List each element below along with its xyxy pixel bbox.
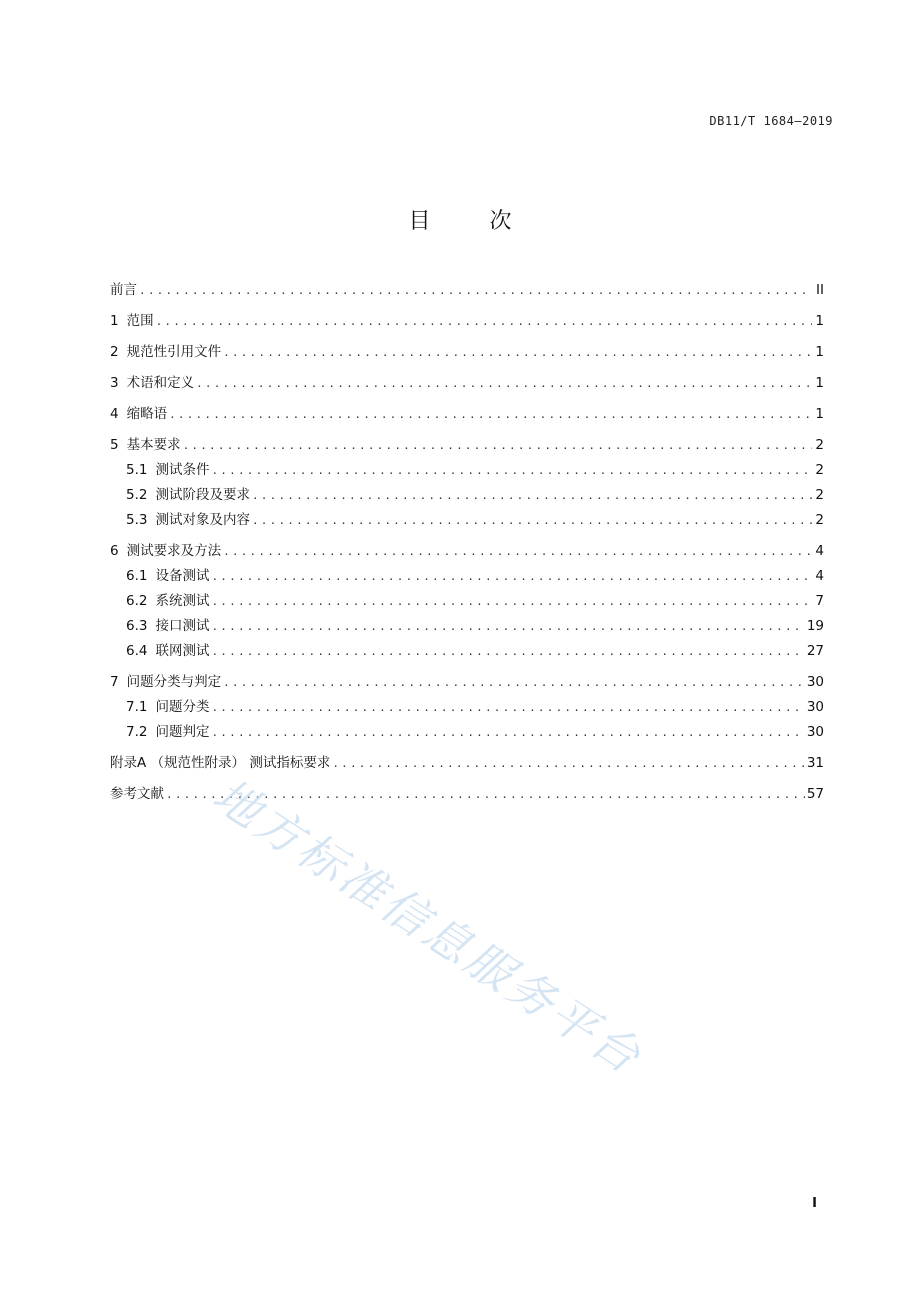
toc-entry-number: 6.2 [126,593,148,609]
toc-entry-page: II [816,282,824,298]
toc-entry-text: 问题分类与判定 [126,674,222,690]
toc-entry-label [126,695,209,719]
toc-entry[interactable] [110,751,824,776]
toc-entry-label [126,639,209,663]
toc-leader-dots [211,459,812,483]
toc-entry-text: 测试要求及方法 [126,543,222,559]
toc-entry-number: 6.4 [126,643,148,659]
toc-entry-page: 31 [806,755,824,771]
toc-entry-number: 1 [110,313,119,329]
toc-entry-number: 2 [110,344,119,360]
toc-leader-dots [211,696,804,720]
toc-entry-label [110,433,181,457]
toc-entry-text: 接口测试 [155,618,210,634]
toc-entry-page: 30 [806,674,824,690]
toc-entry-page: 19 [806,618,824,634]
toc-leader-dots [223,671,805,695]
toc-entry-label [126,458,209,482]
document-code: DB11/T 1684—2019 [709,114,833,128]
toc-entry-page: 4 [815,543,824,559]
toc-entry-text: 基本要求 [126,437,181,453]
toc-entry-page: 2 [815,487,824,503]
toc-leader-dots [183,434,812,458]
toc-entry-label [110,340,221,364]
toc-entry-page: 7 [815,593,824,609]
toc-entry-text: 系统测试 [155,593,210,609]
toc-entry-number: 5.3 [126,512,148,528]
toc-entry-label [110,539,221,563]
toc-title: 目 次 [408,209,538,234]
toc-entry-text: 测试阶段及要求 [155,487,250,503]
toc-entry-text: 附录A （规范性附录） 测试指标要求 [110,755,331,771]
toc-entry-label [110,782,164,806]
toc-entry-page: 1 [815,375,824,391]
toc-entry[interactable] [110,433,824,458]
toc-entry-label [110,751,330,775]
toc-entry-text: 测试条件 [155,462,210,478]
toc-entry-label [110,278,137,302]
toc-entry-text: 参考文献 [110,786,164,802]
toc-entry-text: 缩略语 [126,406,168,422]
toc-entry-label [126,483,250,507]
toc-entry-text: 术语和定义 [126,375,195,391]
toc-entry[interactable] [110,340,824,365]
toc-entry-text: 范围 [126,313,154,329]
toc-leader-dots [139,279,812,303]
toc-entry-page: 2 [815,437,824,453]
toc-entry-label [126,508,250,532]
toc-leader-dots [223,341,812,365]
toc-entry-text: 规范性引用文件 [126,344,222,360]
toc-entry[interactable] [110,589,824,614]
toc-entry[interactable] [110,371,824,396]
toc-leader-dots [332,752,804,776]
toc-entry[interactable] [110,508,824,533]
toc-entry-number: 6.3 [126,618,148,634]
toc-entry-page: 1 [815,313,824,329]
toc-entry-text: 前言 [110,282,137,298]
toc-leader-dots [223,540,812,564]
toc-leader-dots [252,509,812,533]
toc-entry-page: 1 [815,344,824,360]
toc-entry-page: 2 [815,462,824,478]
toc-entry-label [110,309,154,333]
toc-leader-dots [211,640,804,664]
toc-entry-label [110,670,221,694]
toc-leader-dots [252,484,812,508]
toc-entry[interactable] [110,695,824,720]
toc-entry[interactable] [110,639,824,664]
toc-entry[interactable] [110,278,824,303]
toc-entry-number: 5 [110,437,119,453]
toc-entry-page: 4 [815,568,824,584]
toc-leader-dots [211,615,804,639]
toc-entry-number: 7.2 [126,724,148,740]
toc-entry[interactable] [110,720,824,745]
toc-entry-page: 27 [806,643,824,659]
toc-entry-page: 57 [806,786,824,802]
toc-entry[interactable] [110,402,824,427]
toc-leader-dots [169,403,812,427]
toc-entry-number: 7 [110,674,119,690]
toc-entry-number: 3 [110,375,119,391]
toc-entry-text: 问题判定 [155,724,210,740]
toc-entry[interactable] [110,614,824,639]
toc-entry-number: 4 [110,406,119,422]
toc-entry-number: 5.2 [126,487,148,503]
toc-entry-text: 设备测试 [155,568,210,584]
toc-entry-page: 30 [806,699,824,715]
page-number: I [812,1196,817,1211]
table-of-contents [110,278,824,807]
toc-leader-dots [211,590,812,614]
toc-entry[interactable] [110,483,824,508]
toc-entry-page: 1 [815,406,824,422]
toc-entry[interactable] [110,539,824,564]
toc-entry-page: 2 [815,512,824,528]
toc-entry-text: 问题分类 [155,699,210,715]
toc-entry-label [110,402,167,426]
toc-entry-page: 30 [806,724,824,740]
toc-entry-label [126,589,209,613]
toc-leader-dots [211,721,804,745]
toc-leader-dots [156,310,812,334]
watermark: 地方标准信息服务平台 [203,767,653,1086]
toc-entry[interactable] [110,564,824,589]
toc-entry-label [126,720,209,744]
toc-entry-number: 5.1 [126,462,148,478]
toc-entry[interactable] [110,670,824,695]
toc-leader-dots [196,372,812,396]
toc-entry-text: 联网测试 [155,643,210,659]
toc-entry-number: 6 [110,543,119,559]
toc-entry[interactable] [110,309,824,334]
toc-entry[interactable] [110,458,824,483]
toc-entry-number: 7.1 [126,699,148,715]
toc-entry-number: 6.1 [126,568,148,584]
toc-leader-dots [211,565,812,589]
toc-entry-text: 测试对象及内容 [155,512,250,528]
toc-entry-label [126,614,209,638]
toc-entry-label [126,564,209,588]
toc-entry-label [110,371,194,395]
